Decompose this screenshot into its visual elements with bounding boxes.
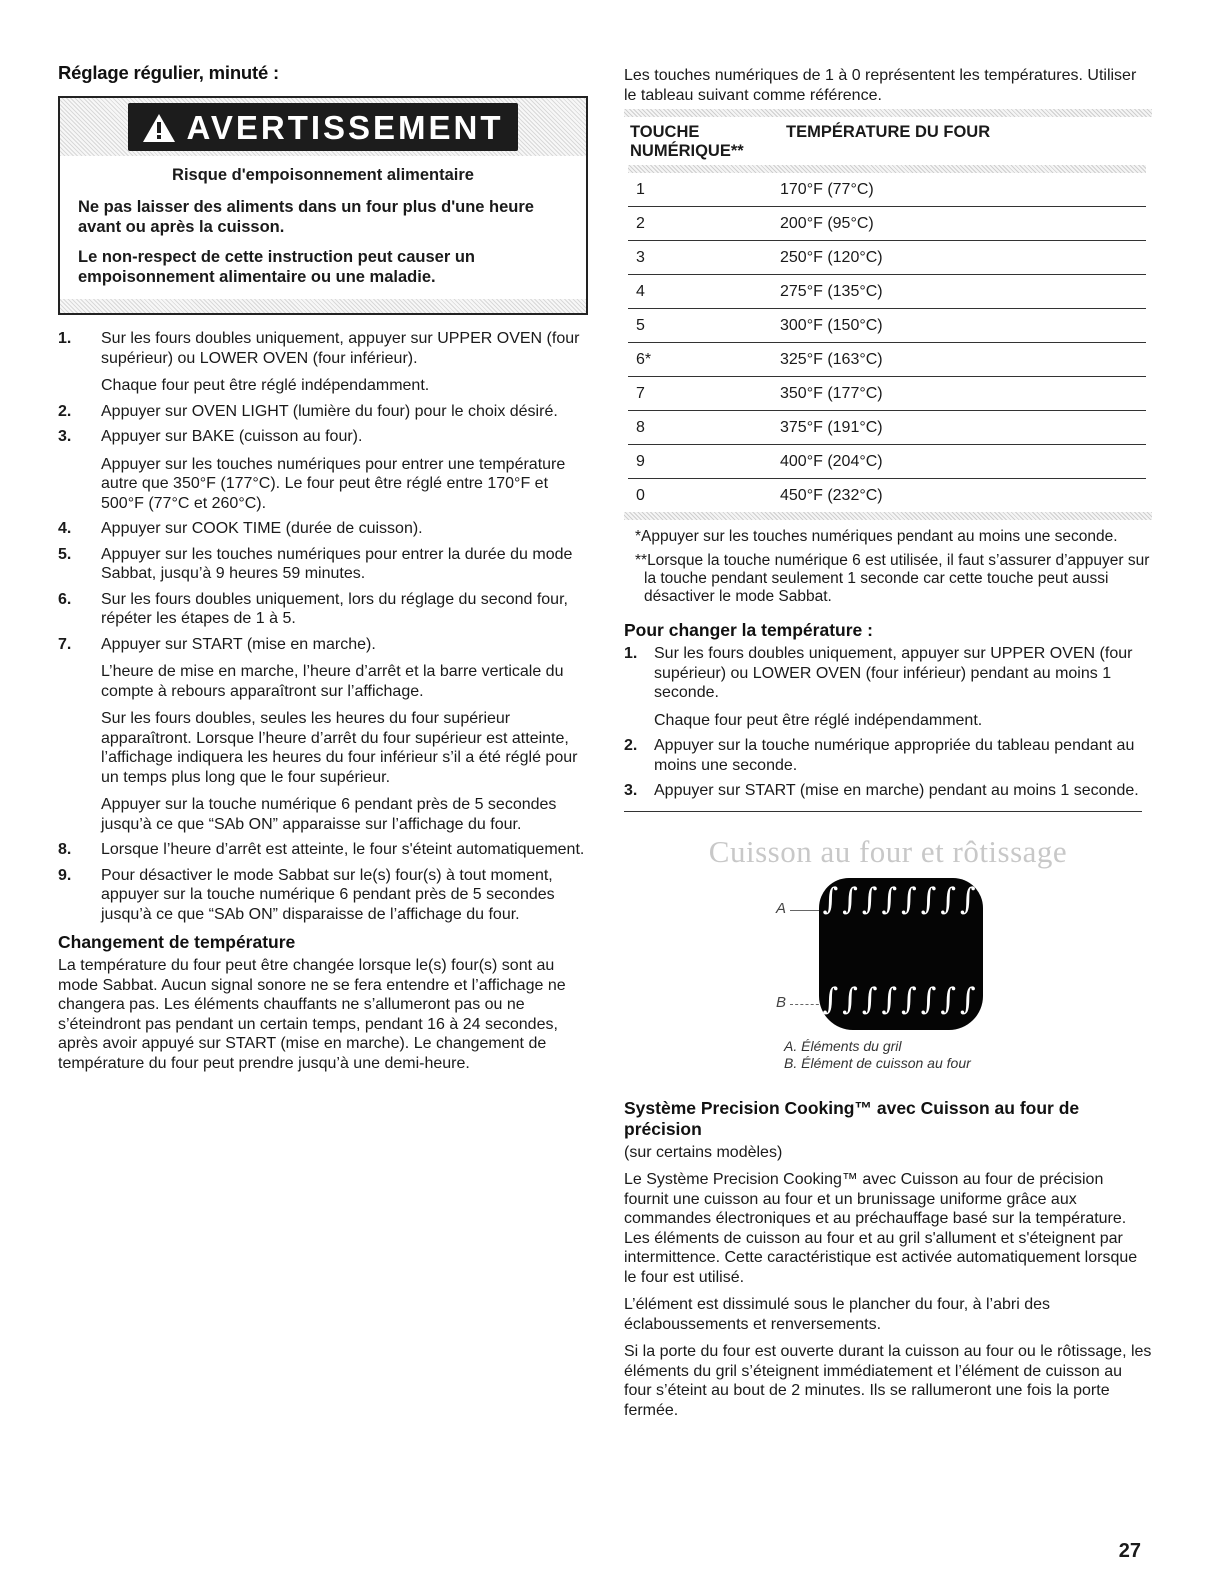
table-cell-temp: 200°F (95°C) [780,207,1146,241]
section-divider [624,811,1142,812]
table-cell-key: 6* [628,343,780,377]
step-number: 2. [58,402,72,420]
step-number: 7. [58,635,72,653]
table-cell-temp: 250°F (120°C) [780,241,1146,275]
table-cell-key: 9 [628,445,780,479]
step-number: 2. [624,737,638,754]
table-cell-temp: 325°F (163°C) [780,343,1146,377]
right-steps-list [624,644,1152,801]
step-item [58,590,588,629]
table-cell-temp: 375°F (191°C) [780,411,1146,445]
table-cell-key: 2 [628,207,780,241]
table-top-hatch [624,109,1152,117]
precision-paragraph-2: L’élément est dissimulé sous le plancher du four, à l’abri des éclaboussements et renversements. [624,1296,1051,1333]
page-number: 27 [1118,1540,1141,1562]
table-cell-temp: 300°F (150°C) [780,309,1146,343]
step-number: 9. [58,866,72,884]
warning-footer-hatch [60,299,586,313]
step-number: 8. [58,841,72,858]
broil-element-icon: ∫∫∫∫∫∫∫∫ [822,881,980,917]
step-item [58,427,588,513]
step-text: Appuyer sur la touche numérique 6 pendant près de 5 secondes jusqu’à ce que “SAb ON” apparaisse sur l’affichage du four. [101,796,557,833]
step-text: Sur les fours doubles uniquement, appuyer sur UPPER OVEN (four supérieur) ou LOWER OVEN (four inférieur) pendant au moins 1 seconde. [654,645,1133,701]
temperature-change-text: La température du four peut être changée lorsque le(s) four(s) sont au mode Sabbat. Aucun signal sonore ne se fera entendre et l’affichage ne changera pas. Les éléments chauffants ne s’allumeront pas ou ne s’éteindront pas pendant un certain temps, pendant 16 à 24 secondes, après avoir appuyé sur START (mise en marche). Le changement de température du four peut prendre jusqu’à une demi-heure. [58,957,566,1072]
subheading-precision-cooking: Système Precision Cooking™ avec Cuisson au four de précision [624,1097,1080,1139]
warning-line-1: Ne pas laisser des aliments dans un four plus d'une heure avant ou après la cuisson. [78,198,534,236]
figure-caption-b: B. Élément de cuisson au four [784,1054,971,1071]
subheading-change-temperature: Pour changer la température : [624,620,873,640]
warning-risk: Risque d'empoisonnement alimentaire [172,166,474,184]
step-number: 1. [58,330,72,347]
step-item [58,866,588,925]
table-row [628,377,1146,411]
precision-paragraph-1: Le Système Precision Cooking™ avec Cuisson au four de précision fournit une cuisson au four et un brunissage uniforme grâce aux commandes électroniques et au préchauffage basé sur la température. Les éléments de cuisson au four et au gril s'allument et s'éteignent par intermittence. Cette caractéristique est activée automatiquement lorsque le four est utilisé. [624,1171,1138,1286]
step-text: Appuyer sur la touche numérique appropriée du tableau pendant au moins une seconde. [654,737,1135,774]
step-item [624,781,1152,801]
table-header-hatch [628,165,1146,173]
step-text: Appuyer sur START (mise en marche). [101,635,376,653]
step-text: Appuyer sur les touches numériques pour entrer une température autre que 350°F (177°C). Le four peut être réglé entre 170°F et 500°F (77°C et 260°C). [101,455,566,512]
section-heading-regular-timed: Réglage régulier, minuté : [58,62,279,83]
step-text: Appuyer sur OVEN LIGHT (lumière du four) pour le choix désiré. [101,402,558,420]
table-cell-key: 0 [636,486,645,504]
step-text: Chaque four peut être réglé indépendamment. [101,377,430,394]
oven-cavity-illustration [819,878,983,1030]
table-cell-temp: 400°F (204°C) [780,445,1146,479]
figure-caption-a: A. Éléments du gril [784,1037,902,1054]
step-item [58,635,588,835]
precision-paragraph-3: Si la porte du four est ouverte durant la cuisson au four ou le rôtissage, les éléments du gril s’éteignent immédiatement et l’élément de cuisson au four s’éteint au bout de 2 minutes. Ils se rallumeront une fois la porte fermée. [624,1343,1152,1419]
step-text: Chaque four peut être réglé indépendamment. [654,711,983,729]
step-number: 4. [58,520,72,537]
table-cell-key: 3 [628,241,780,275]
right-column [624,66,1152,1420]
step-text: Sur les fours doubles, seules les heures du four supérieur apparaîtront. Lorsque l’heure d’arrêt du four supérieur est atteinte, l’affichage indiquera les heures du four inférieur s’il a été réglé pour un temps plus long que le four supérieur. [101,710,578,786]
bake-element-icon: ∫∫∫∫∫∫∫∫ [822,981,980,1017]
table-cell-temp: 350°F (177°C) [780,377,1146,411]
table-cell-temp: 275°F (135°C) [780,275,1146,309]
table-intro: Les touches numériques de 1 à 0 représentent les températures. Utiliser le tableau suivant comme référence. [624,67,1137,104]
table-row [628,479,1146,513]
step-item [58,840,588,860]
table-cell-key: 7 [628,377,780,411]
table-bottom-hatch [624,512,1152,520]
oven-elements-figure [624,878,1152,1038]
step-item [58,545,588,584]
warning-triangle-icon [142,113,176,143]
warning-header [60,98,586,156]
step-text: Lorsque l’heure d’arrêt est atteinte, le four s'éteint automatiquement. [101,841,585,858]
table-header-row [628,117,1146,165]
step-number: 3. [624,782,638,799]
table-cell-key: 8 [628,411,780,445]
warning-box [58,96,588,315]
section-title-baking-roasting: Cuisson au four et rôtissage [708,833,1068,869]
step-number: 5. [58,545,72,563]
step-text: Sur les fours doubles uniquement, appuyer sur UPPER OVEN (four supérieur) ou LOWER OVEN (four inférieur). [101,330,580,367]
figure-label-a: A [776,899,787,917]
table-row [628,207,1146,241]
table-row [628,343,1146,377]
column-header-temp: TEMPÉRATURE DU FOUR [786,123,991,141]
warning-line-2: Le non-respect de cette instruction peut causer un empoisonnement alimentaire ou une maladie. [78,248,475,286]
precision-subtitle: (sur certains modèles) [624,1143,783,1161]
step-text: Appuyer sur BAKE (cuisson au four). [101,428,363,445]
table-row [628,241,1146,275]
warning-title: AVERTISSEMENT [186,109,504,146]
step-text: Sur les fours doubles uniquement, lors du réglage du second four, répéter les étapes de 1 à 5. [101,590,568,627]
step-item [58,519,588,539]
step-item [624,736,1152,775]
table-cell-key: 4 [628,275,780,309]
step-number: 6. [58,590,72,608]
table-cell-temp: 170°F (77°C) [780,173,1146,207]
table-row [628,275,1146,309]
table-row [628,411,1146,445]
temperature-table [628,117,1146,512]
table-cell-temp: 450°F (232°C) [780,486,883,504]
table-row [628,173,1146,207]
step-item [624,644,1152,730]
step-text: L’heure de mise en marche, l’heure d’arrêt et la barre verticale du compte à rebours apparaîtront sur l’affichage. [101,663,564,700]
step-item [58,329,588,396]
table-cell-key: 5 [628,309,780,343]
step-text: Appuyer sur COOK TIME (durée de cuisson). [101,520,423,537]
table-cell-key: 1 [628,173,780,207]
table-row [628,309,1146,343]
table-row [628,445,1146,479]
table-note-1: *Appuyer sur les touches numériques pendant au moins une seconde. [635,528,1118,545]
step-number: 3. [58,428,72,445]
left-steps-list [58,329,588,924]
subheading-temperature-change: Changement de température [58,932,296,952]
warning-banner [128,103,517,151]
step-number: 1. [624,645,638,662]
step-item [58,402,588,422]
table-note-2: **Lorsque la touche numérique 6 est utilisée, il faut s’assurer d’appuyer sur la touche pendant seulement 1 seconde car cette touche peut aussi désactiver le mode Sabbat. [635,552,1150,605]
figure-label-b: B [776,993,787,1011]
step-text: Appuyer sur les touches numériques pour entrer la durée du mode Sabbat, jusqu’à 9 heures 59 minutes. [101,545,573,582]
column-header-key: TOUCHE NUMÉRIQUE** [630,123,744,160]
step-text: Appuyer sur START (mise en marche) pendant au moins 1 seconde. [654,782,1139,799]
left-column [58,62,588,1073]
step-text: Pour désactiver le mode Sabbat sur le(s) four(s) à tout moment, appuyer sur la touche numérique 6 pendant près de 5 secondes jusqu’à ce que “SAb ON” disparaisse de l’affichage du four. [101,866,555,923]
